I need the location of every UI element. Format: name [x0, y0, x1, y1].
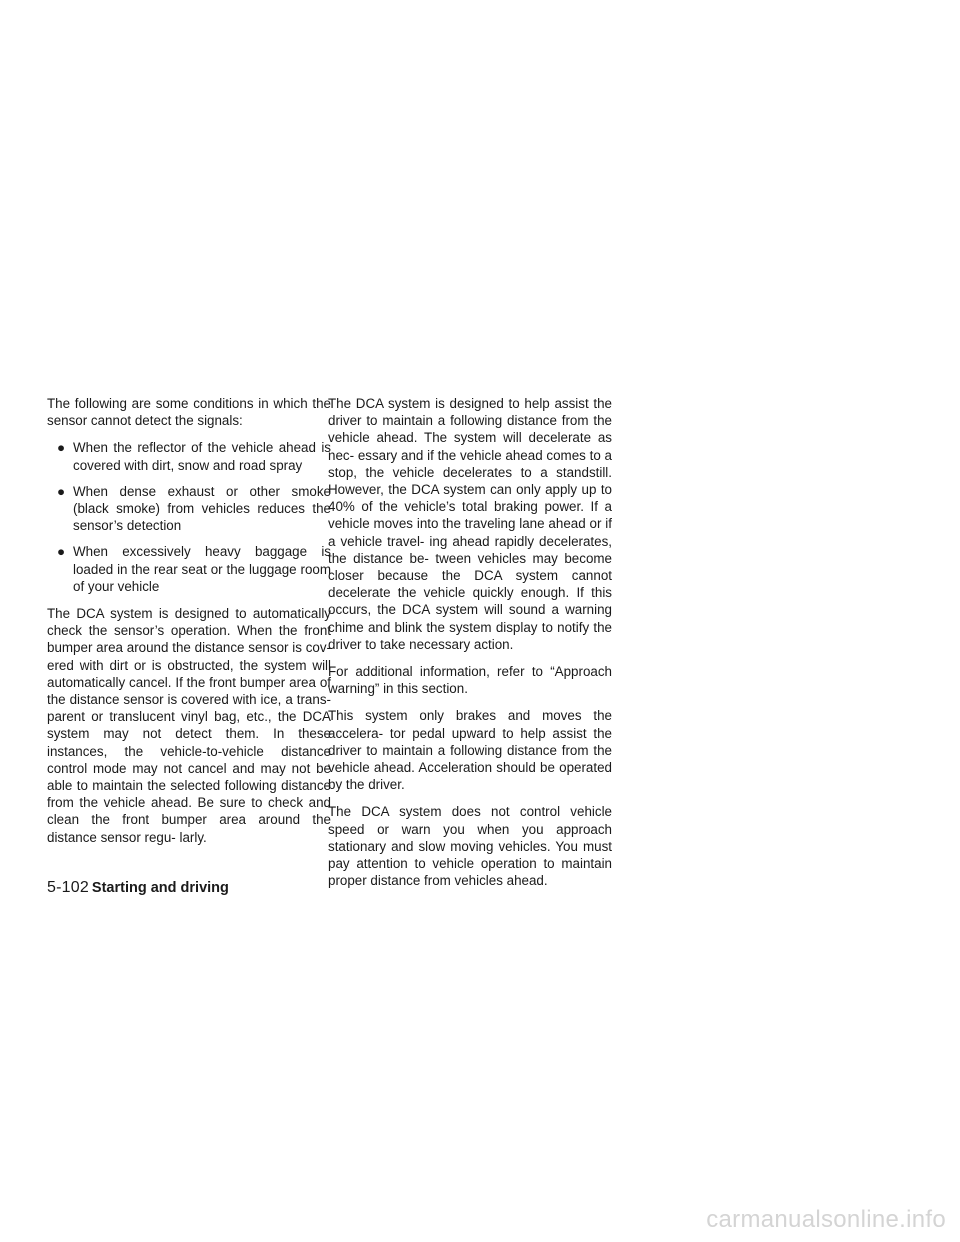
list-item	[47, 439, 331, 473]
conditions-list	[47, 439, 331, 595]
intro-paragraph: The following are some conditions in which the sensor cannot detect the signals:	[47, 396, 331, 429]
left-column	[47, 395, 331, 856]
bullet-icon: ●	[57, 440, 66, 456]
page-number: 5-102	[47, 879, 89, 896]
list-item-text: When the reflector of the vehicle ahead is covered with dirt, snow and road spray	[73, 440, 331, 473]
page-footer	[47, 878, 229, 898]
right-column	[328, 395, 612, 899]
sensor-check-paragraph: The DCA system is designed to automatically check the sensor’s operation. When the front bumper area around the distance sensor is cov- ered with dirt or is obstructed, the system will automatically cancel. If the front bumper area of the distance sensor is covered with ice, a trans- parent or translucent vinyl bag, etc., the DCA system may not detect them. In these instances, the vehicle-to-vehicle distance control mode may not cancel and may not be able to maintain the selected following distance from the vehicle ahead. Be sure to check and clean the front bumper area around the distance sensor regu- larly.	[47, 606, 331, 845]
body-paragraph: For additional information, refer to “Approach warning” in this section.	[328, 664, 612, 697]
body-paragraph: The DCA system is designed to help assist the driver to maintain a following distance from the vehicle ahead. The system will decelerate as nec- essary and if the vehicle ahead comes to a stop, the vehicle decelerates to a standstill. However, the DCA system can only apply up to 40% of the vehicle’s total braking power. If a vehicle moves into the traveling lane ahead or if a vehicle travel- ing ahead rapidly decelerates, the distance be- tween vehicles may become closer because the DCA system cannot decelerate the vehicle quickly enough. If this occurs, the DCA system will sound a warning chime and blink the system display to notify the driver to take necessary action.	[328, 396, 612, 652]
list-item-text: When excessively heavy baggage is loaded in the rear seat or the luggage room of your vehicle	[73, 544, 331, 594]
bullet-icon: ●	[57, 483, 66, 499]
body-paragraph: The DCA system does not control vehicle speed or warn you when you approach stationary and slow moving vehicles. You must pay attention to vehicle operation to maintain proper distance from vehicles ahead.	[328, 804, 612, 889]
list-item	[47, 543, 331, 595]
body-paragraph: This system only brakes and moves the accelera- tor pedal upward to help assist the driver to maintain a following distance from the vehicle ahead. Acceleration should be operated by the driver.	[328, 708, 612, 793]
section-title: Starting and driving	[91, 880, 229, 896]
bullet-icon: ●	[57, 544, 66, 560]
list-item-text: When dense exhaust or other smoke (black smoke) from vehicles reduces the sensor’s detection	[73, 483, 331, 534]
watermark: carmanualsonline.info	[706, 1206, 946, 1233]
list-item	[47, 483, 331, 535]
